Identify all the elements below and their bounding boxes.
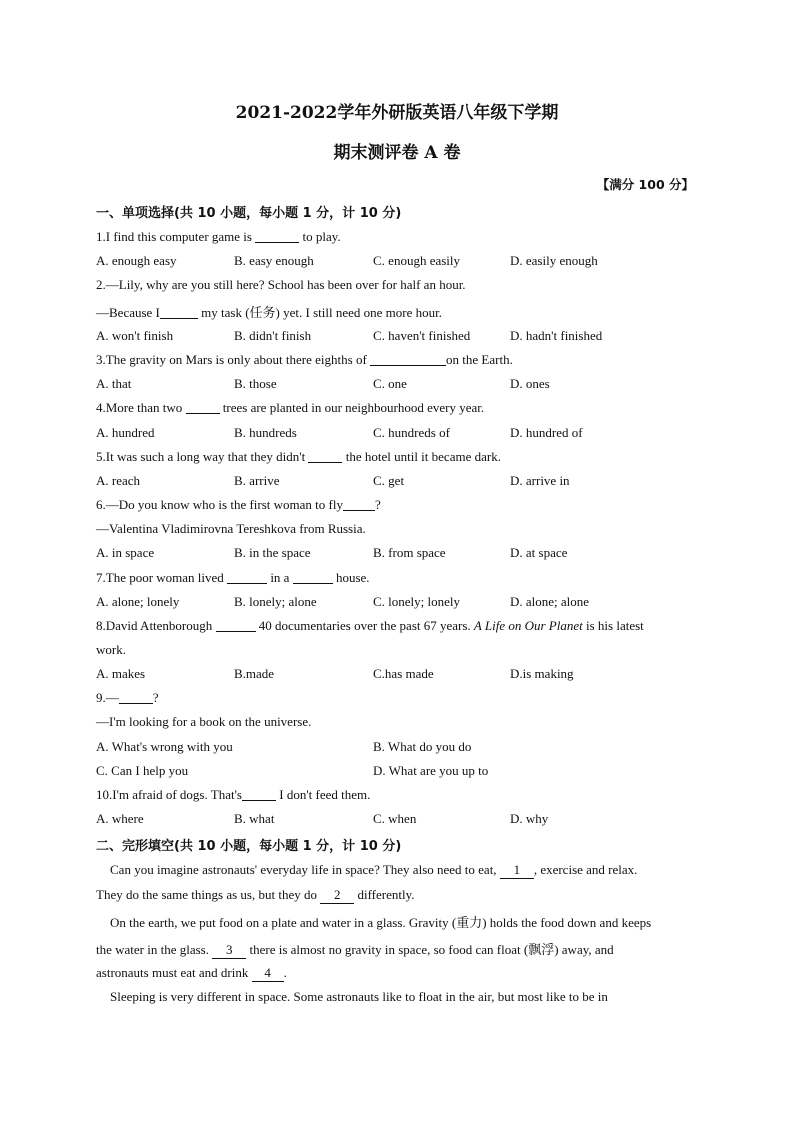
question-4-text-end: trees are planted in our neighbourhood every year. — [219, 400, 485, 415]
q10-option-c: C. when — [373, 811, 417, 826]
question-2-text-end: my task (任务) yet. I still need one more hour. — [197, 305, 442, 320]
cloze-blank-4: 4 — [252, 965, 284, 982]
question-8-stem-cont: work. — [96, 642, 126, 657]
q2-option-c: C. haven't finished — [373, 328, 471, 343]
q2-option-d: D. hadn't finished — [510, 328, 603, 343]
question-9-text: 9.— — [96, 690, 119, 705]
answer-blank — [216, 619, 256, 632]
cloze-blank-1: 1 — [500, 862, 534, 879]
cloze-paragraph-3-line-1: Sleeping is very different in space. Some astronauts like to float in the air, but most like to be in — [110, 989, 608, 1004]
q9-option-d: D. What are you up to — [373, 763, 489, 778]
cloze-blank-2: 2 — [320, 887, 354, 904]
answer-blank — [227, 571, 267, 584]
question-8-text: 8.David Attenborough — [96, 618, 216, 633]
cloze-paragraph-1-line-2 — [96, 887, 696, 904]
question-6-text: 6.—Do you know who is the first woman to fly — [96, 497, 343, 512]
cloze-paragraph-1-line-1 — [110, 862, 700, 879]
q2-option-a: A. won't finish — [96, 328, 174, 343]
q5-option-d: D. arrive in — [510, 473, 570, 488]
question-7-text-end: house. — [332, 570, 370, 585]
question-1-text: 1.I find this computer game is — [96, 229, 256, 244]
q7-option-a: A. alone; lonely — [96, 594, 180, 609]
question-5-text: 5.It was such a long way that they didn't — [96, 449, 309, 464]
answer-blank — [370, 353, 446, 366]
cloze-text: astronauts must eat and drink — [96, 965, 252, 980]
full-score-label: 【满分 100 分】 — [596, 177, 694, 192]
exam-subtitle: 期末测评卷 A 卷 — [333, 143, 461, 163]
section-heading-cloze: 二、完形填空(共 10 小题，每小题 1 分，计 10 分) — [96, 839, 402, 854]
q5-option-c: C. get — [373, 473, 405, 488]
question-2-text: —Because I — [96, 305, 160, 320]
answer-blank — [242, 788, 276, 801]
q9-option-a: A. What's wrong with you — [96, 739, 233, 754]
question-6-text-end: ? — [374, 497, 381, 512]
cloze-paragraph-2-line-1: On the earth, we put food on a plate and water in a glass. Gravity (重力) holds the food down and keeps — [110, 915, 652, 930]
question-9-reply: —I'm looking for a book on the universe. — [96, 714, 312, 729]
cloze-blank-3: 3 — [212, 942, 246, 959]
q4-option-c: C. hundreds of — [373, 425, 450, 440]
question-9-text-end: ? — [152, 690, 159, 705]
q1-option-b: B. easy enough — [234, 253, 314, 268]
question-4-stem — [96, 400, 696, 416]
question-5-text-end: the hotel until it became dark. — [342, 449, 501, 464]
question-4-text: 4.More than two — [96, 400, 186, 415]
q3-option-b: B. those — [234, 376, 277, 391]
q1-option-d: D. easily enough — [510, 253, 598, 268]
q5-option-b: B. arrive — [234, 473, 280, 488]
question-9-stem — [96, 690, 696, 706]
q7-option-d: D. alone; alone — [510, 594, 590, 609]
question-1-text-end: to play. — [299, 229, 341, 244]
q10-option-a: A. where — [96, 811, 144, 826]
q7-option-c: C. lonely; lonely — [373, 594, 461, 609]
question-7-stem — [96, 570, 696, 586]
cloze-text: the water in the glass. — [96, 942, 213, 957]
q9-option-b: B. What do you do — [373, 739, 472, 754]
q7-option-b: B. lonely; alone — [234, 594, 317, 609]
answer-blank — [343, 498, 375, 511]
section-heading-single-choice: 一、单项选择(共 10 小题，每小题 1 分，计 10 分) — [96, 206, 402, 221]
answer-blank — [160, 306, 198, 319]
q8-option-c: C.has made — [373, 666, 434, 681]
q6-option-c: B. from space — [373, 545, 446, 560]
q6-option-a: A. in space — [96, 545, 155, 560]
q1-option-c: C. enough easily — [373, 253, 461, 268]
documentary-title: A Life on Our Planet — [473, 618, 583, 633]
q4-option-b: B. hundreds — [234, 425, 297, 440]
question-8-stem — [96, 618, 696, 634]
cloze-text: there is almost no gravity in space, so food can float (飘浮) away, and — [246, 942, 614, 957]
q3-option-c: C. one — [373, 376, 407, 391]
q8-option-d: D.is making — [510, 666, 574, 681]
question-6-reply: —Valentina Vladimirovna Tereshkova from Russia. — [96, 521, 366, 536]
answer-blank — [293, 571, 333, 584]
answer-blank — [186, 401, 220, 414]
answer-blank — [119, 691, 153, 704]
q10-option-b: B. what — [234, 811, 275, 826]
question-6-stem — [96, 497, 696, 513]
question-3-text: 3.The gravity on Mars is only about there eighths of — [96, 352, 371, 367]
question-1-stem — [96, 229, 696, 245]
cloze-text: , exercise and relax. — [533, 862, 638, 877]
q4-option-d: D. hundred of — [510, 425, 583, 440]
question-10-text-end: I don't feed them. — [275, 787, 371, 802]
q10-option-d: D. why — [510, 811, 549, 826]
cloze-text: Can you imagine astronauts' everyday life in space? They also need to eat, — [110, 862, 500, 877]
cloze-text: differently. — [354, 887, 415, 902]
question-7-text-mid: in a — [267, 570, 293, 585]
q6-option-b: B. in the space — [234, 545, 311, 560]
q8-option-a: A. makes — [96, 666, 146, 681]
q1-option-a: A. enough easy — [96, 253, 177, 268]
q6-option-d: D. at space — [510, 545, 568, 560]
question-3-text-end: on the Earth. — [446, 352, 513, 367]
question-8-text-mid: 40 documentaries over the past 67 years. — [255, 618, 474, 633]
q9-option-c: C. Can I help you — [96, 763, 189, 778]
q5-option-a: A. reach — [96, 473, 141, 488]
question-8-text-end: is his latest — [582, 618, 644, 633]
question-5-stem — [96, 449, 696, 465]
answer-blank — [308, 450, 342, 463]
question-2-stem-reply — [96, 302, 696, 321]
q2-option-b: B. didn't finish — [234, 328, 312, 343]
q3-option-d: D. ones — [510, 376, 550, 391]
exam-title: 2021-2022学年外研版英语八年级下学期 — [235, 103, 559, 123]
question-7-text: 7.The poor woman lived — [96, 570, 228, 585]
cloze-paragraph-2-line-2 — [96, 939, 696, 959]
q4-option-a: A. hundred — [96, 425, 155, 440]
q3-option-a: A. that — [96, 376, 132, 391]
answer-blank — [255, 230, 299, 243]
question-3-stem — [96, 352, 696, 368]
cloze-text: . — [283, 965, 287, 980]
q8-option-b: B.made — [234, 666, 275, 681]
cloze-text: They do the same things as us, but they do — [96, 887, 321, 902]
cloze-paragraph-2-line-3 — [96, 965, 696, 982]
question-2-stem: 2.—Lily, why are you still here? School has been over for half an hour. — [96, 277, 466, 292]
question-10-stem — [96, 787, 696, 803]
question-10-text: 10.I'm afraid of dogs. That's — [96, 787, 242, 802]
